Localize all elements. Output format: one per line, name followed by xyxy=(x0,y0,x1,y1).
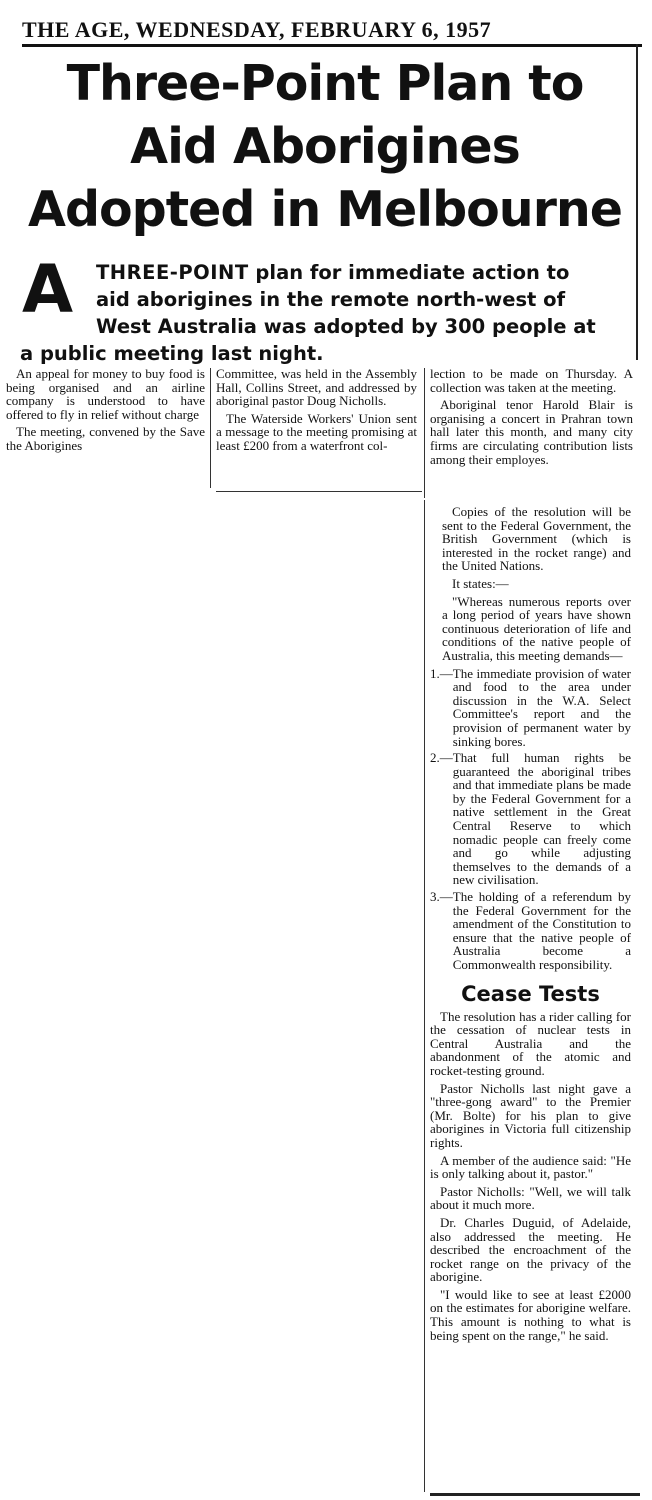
column-divider-1 xyxy=(210,368,211,488)
list-number: 1.— xyxy=(430,665,453,681)
paragraph: lection to be made on Thursday. A collection was taken at the meeting. xyxy=(430,366,633,395)
paragraph: Pastor Nicholls: "Well, we will talk about it much more. xyxy=(430,1183,631,1213)
column-divider-3 xyxy=(424,500,425,1492)
paragraph: Committee, was held in the Assembly Hall, Collins Street, and addressed by aboriginal pastor Doug Nicholls. xyxy=(216,366,417,409)
list-item xyxy=(430,667,631,749)
dateline xyxy=(22,16,642,47)
headline-line-3: Adopted in Melbourne xyxy=(28,181,622,238)
paragraph: The meeting, convened by the Save the Aborigines xyxy=(6,424,205,453)
paragraph: Copies of the resolution will be sent to the Federal Government, the British Government (which is interested in the rocket range) and the United Nations. xyxy=(442,504,631,574)
article-column-3 xyxy=(430,367,633,470)
list-text: That full human rights be guaranteed the aboriginal tribes and that immediate plans be made by the Federal Government for a native settlement in the Great Central Reserve to which nomadic people can freely come and go while adjusting themselves to the demands of a new civilisation. xyxy=(452,750,631,888)
dateline-text: THE AGE, WEDNESDAY, FEBRUARY 6, 1957 xyxy=(22,17,492,42)
lead-line-4: a public meeting last night. xyxy=(20,342,324,365)
article-column-4 xyxy=(430,505,631,1346)
resolution-intro xyxy=(442,505,631,663)
lead-line-3: West Australia was adopted by 300 people at xyxy=(96,315,596,338)
paragraph: Aboriginal tenor Harold Blair is organising a concert in Prahran town hall later this month, and many city firms are circulating contribution lists among their employes. xyxy=(430,397,633,467)
lead-line-2: aid aborigines in the remote north-west of xyxy=(96,288,566,311)
column-divider-2 xyxy=(424,368,425,498)
headline-line-2: Aid Aborigines xyxy=(130,118,520,175)
paragraph: Pastor Nicholls last night gave a "three-gong award" to the Premier (Mr. Bolte) for his plan to give aborigines in Victoria full citizenship rights. xyxy=(430,1080,631,1150)
paragraph: The Waterside Workers' Union sent a message to the meeting promising at least £200 from a waterfront col- xyxy=(216,410,417,453)
column-end-rule xyxy=(216,491,422,492)
paragraph: Dr. Charles Duguid, of Adelaide, also addressed the meeting. He described the encroachment of the rocket range on the privacy of the aborigine. xyxy=(430,1214,631,1285)
list-item xyxy=(430,890,631,972)
bottom-rule xyxy=(430,1493,640,1496)
list-text: The holding of a referendum by the Federal Government for the amendment of the Constitution to ensure that the native people of Australia become a Commonwealth responsibility. xyxy=(452,889,631,972)
paragraph: The resolution has a rider calling for the cessation of nuclear tests in Central Australia and the abandonment of the atomic and rocket-testing ground. xyxy=(430,1008,631,1078)
paragraph: "Whereas numerous reports over a long period of years have shown continuous deterioration of life and conditions of the native people of Australia, this meeting demands— xyxy=(442,593,631,663)
list-number: 2.— xyxy=(430,750,453,766)
demands-list xyxy=(430,667,631,972)
article-column-1 xyxy=(6,367,205,457)
lead-paragraph xyxy=(20,251,632,365)
drop-cap: A xyxy=(22,251,74,328)
subheading: Cease Tests xyxy=(461,981,600,1006)
lead-caps: THREE-POINT xyxy=(96,261,249,284)
lead-line-1 xyxy=(96,259,569,286)
paragraph: A member of the audience said: "He is only talking about it, pastor." xyxy=(430,1152,631,1182)
headline-line-1: Three-Point Plan to xyxy=(66,55,584,112)
paragraph: It states:— xyxy=(452,575,509,591)
lead-line-1-rest: plan for immediate action to xyxy=(255,261,570,284)
article-column-2 xyxy=(216,367,417,457)
paragraph: An appeal for money to buy food is being organised and an airline company is understood to have offered to fly in relief without charge xyxy=(6,366,205,422)
list-number: 3.— xyxy=(430,889,453,905)
list-text: The immediate provision of water and food to the area under discussion in the W.A. Select Committee's report and the provision of permanent water by sinking bores. xyxy=(452,665,631,749)
headline xyxy=(10,52,640,241)
list-item xyxy=(430,751,631,887)
paragraph: "I would like to see at least £2000 on the estimates for aborigine welfare. This amount is nothing to what is being spent on the range," he said. xyxy=(430,1286,631,1343)
